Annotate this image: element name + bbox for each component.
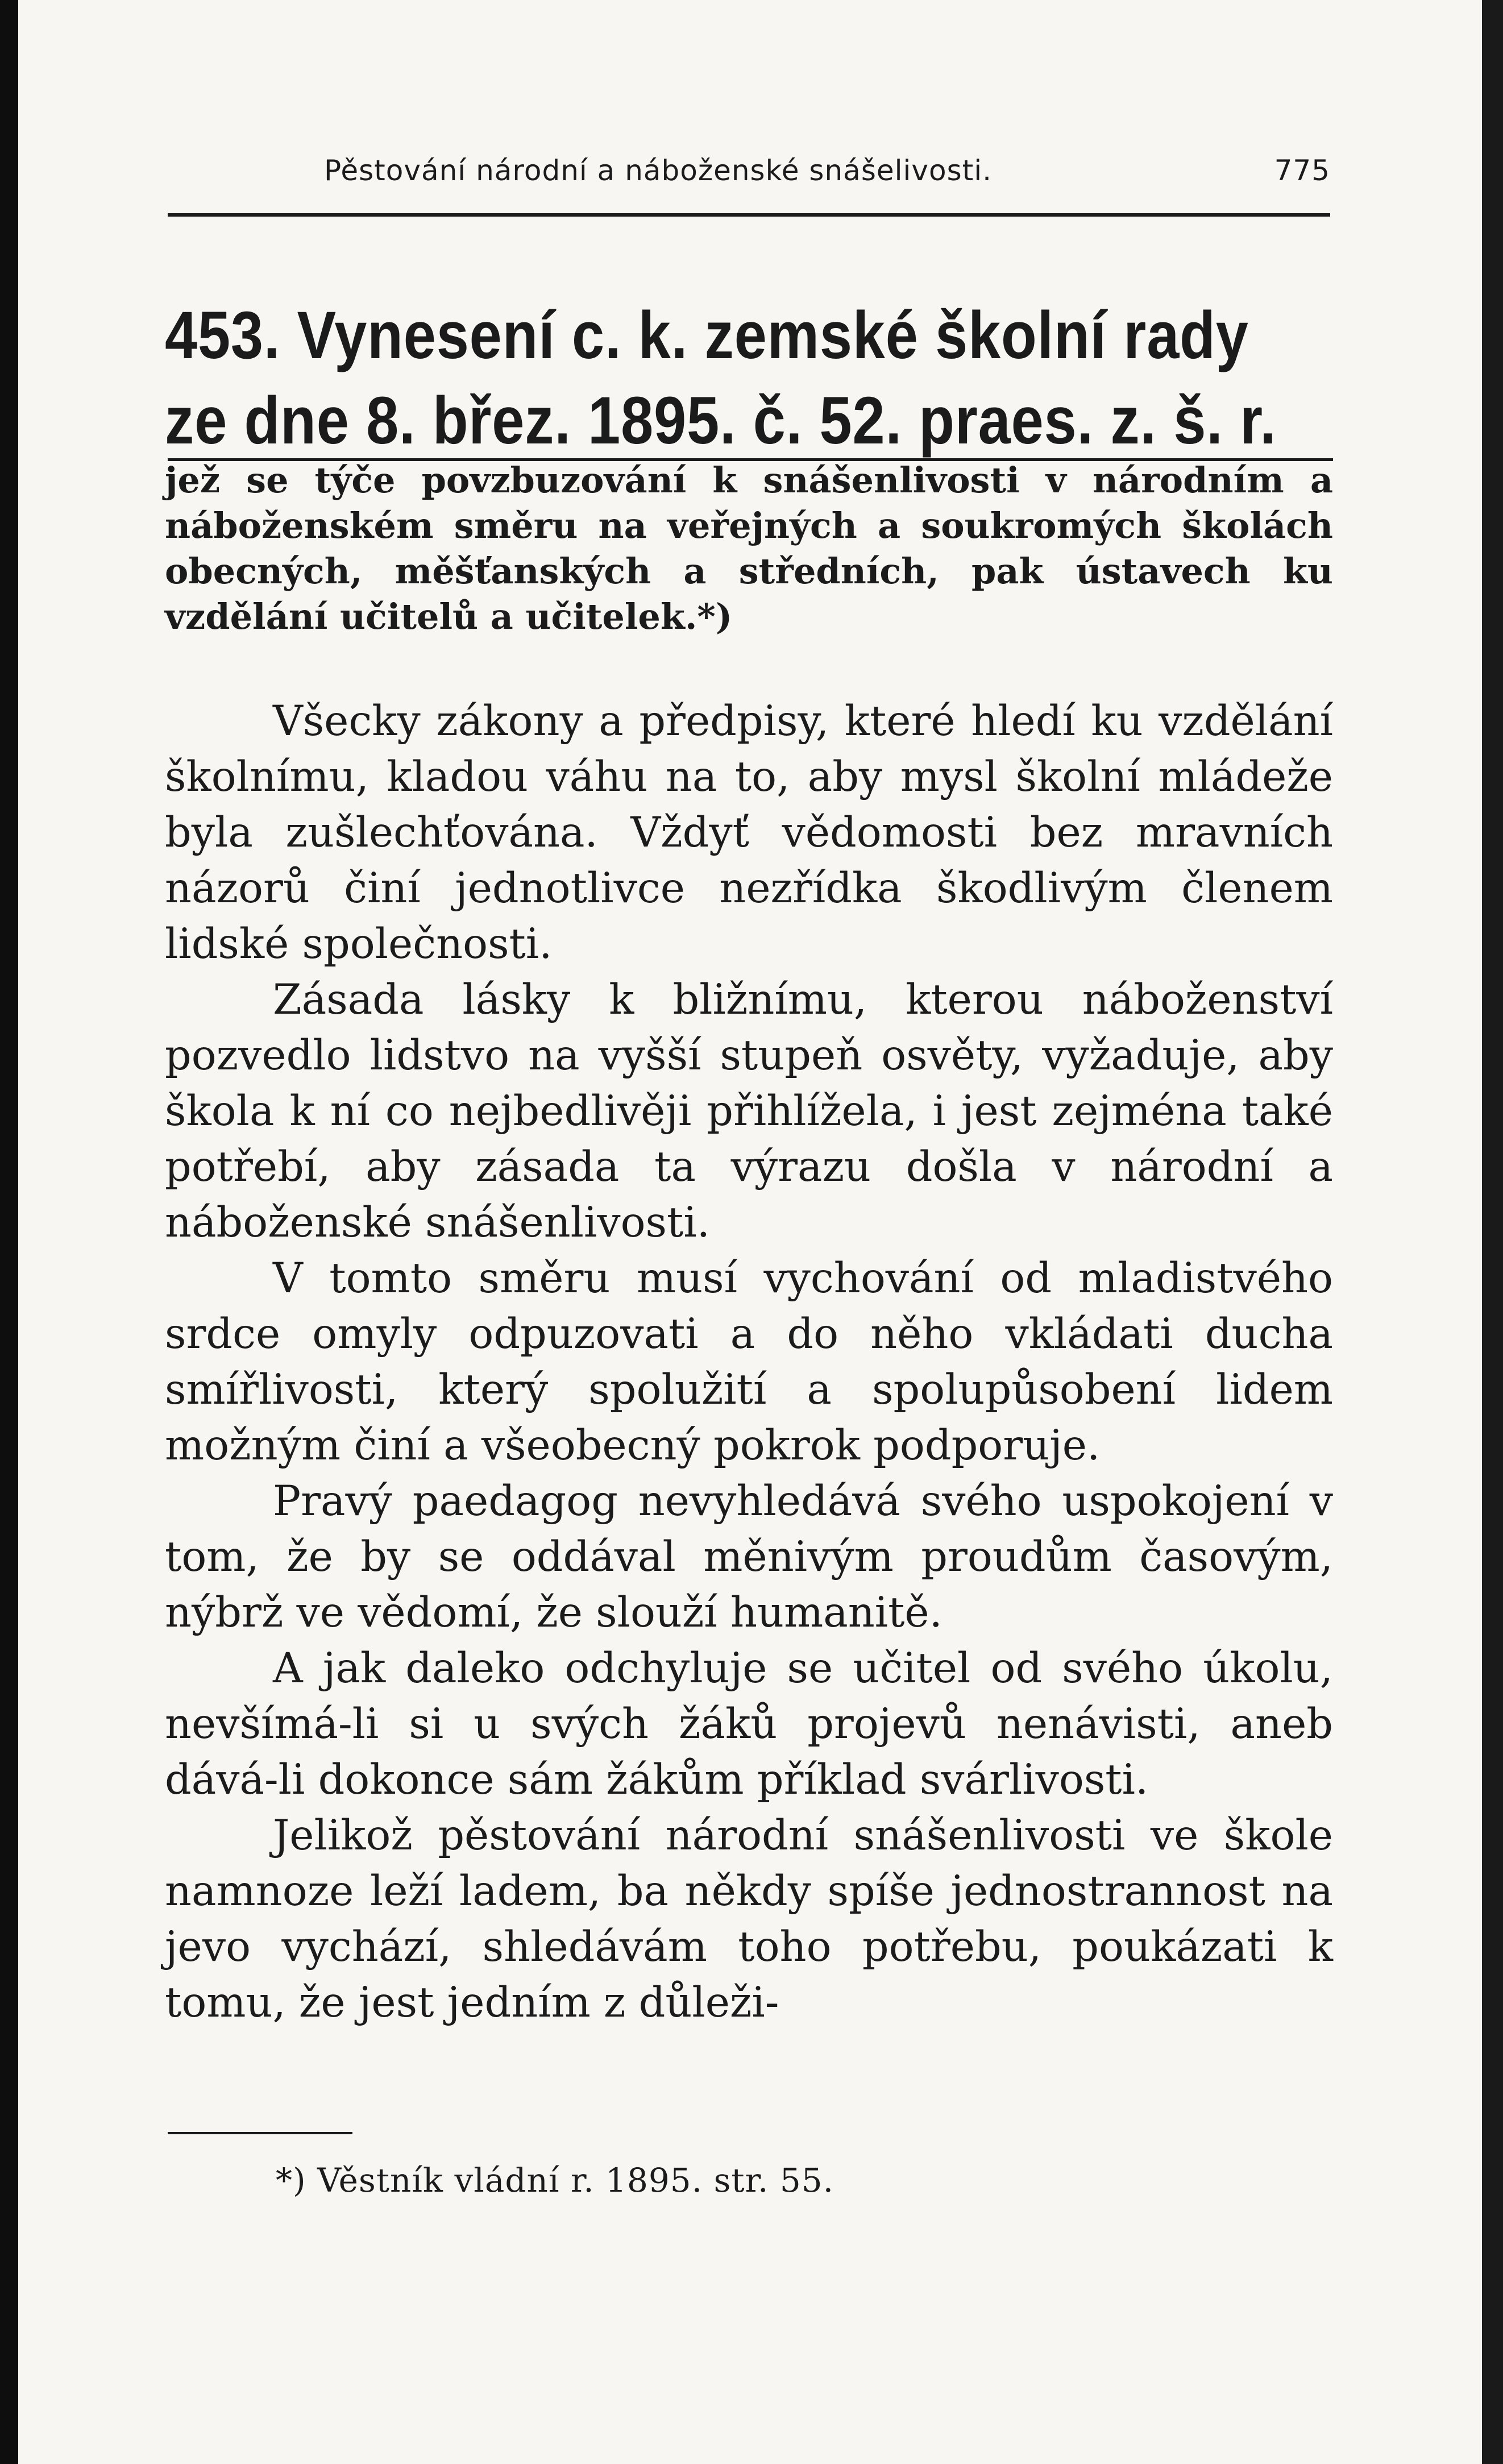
paragraph: Jelikož pěstování národní snášenlivosti ve škole namnoze leží ladem, ba někdy spíše jednostrannost na jevo vychází, shledávám toho potřebu, poukázati k tomu, že jest jedním z důleži- [165, 1811, 1333, 2027]
paragraph: A jak daleko odchyluje se učitel od svého úkolu, nevšímá-li si u svých žáků projevů nenávisti, aneb dává-li dokonce sám žákům příklad svárlivosti. [165, 1644, 1333, 1804]
body-text [165, 694, 1333, 2031]
heading-line-1: 453. Vynesení c. k. zemské školní rady [165, 298, 1249, 373]
heading-line-2: ze dne 8. břez. 1895. č. 52. praes. z. š. r. [165, 383, 1277, 458]
paragraph: Pravý paedagog nevyhledává svého uspokojení v tom, že by se oddával měnivým proudům časovým, nýbrž ve vědomí, že slouží humanitě. [165, 1477, 1333, 1637]
article-subtitle: jež se týče povzbuzování k snášenlivosti v národním a náboženském směru na veřejných a soukromých školách obecných, měšťanských a středních, pak ústavech ku vzdělání učitelů a učitelek.*) [165, 459, 1333, 637]
article-heading [165, 293, 1277, 463]
header-rule [168, 213, 1330, 217]
scan-right-border [1482, 0, 1503, 2464]
running-title: Pěstování národní a náboženské snášelivosti. [324, 154, 993, 187]
paragraph: Všecky zákony a předpisy, které hledí ku vzdělání školnímu, kladou váhu na to, aby mysl školní mládeže byla zušlechťována. Vždyť vědomosti bez mravních názorů činí jednotlivce nezřídka škodlivým členem lidské společnosti. [165, 697, 1333, 968]
scan-left-border [0, 0, 18, 2464]
running-header [324, 151, 1330, 190]
paragraph: Zásada lásky k bližnímu, kterou náboženství pozvedlo lidstvo na vyšší stupeň osvěty, vyžaduje, aby škola k ní co nejbedlivěji přihlížela, i jest zejména také potřebí, aby zásada ta výrazu došla v národní a náboženské snášenlivosti. [165, 976, 1333, 1247]
paragraph: V tomto směru musí vychování od mladistvého srdce omyly odpuzovati a do něho vkládati ducha smířlivosti, který spolužití a spolupůsobení lidem možným činí a všeobecný pokrok podporuje. [165, 1254, 1333, 1470]
footnote-rule [168, 2132, 352, 2134]
page-number: 775 [1274, 154, 1330, 187]
footnote: *) Věstník vládní r. 1895. str. 55. [276, 2161, 834, 2200]
